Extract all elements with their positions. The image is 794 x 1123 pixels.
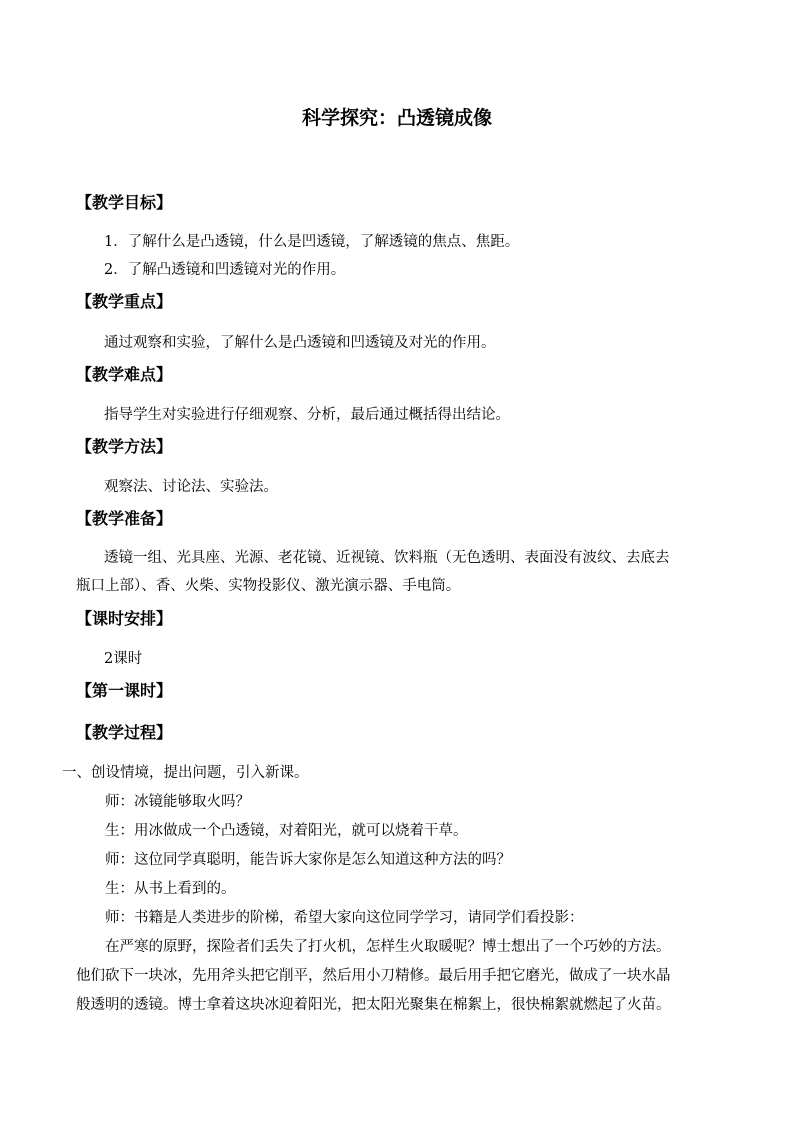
process-step-1: 一、创设情境，提出问题，引入新课。 (62, 765, 309, 781)
dialogue-line: 生：用冰做成一个凸透镜，对着阳光，就可以烧着干草。 (105, 823, 468, 839)
heading-teaching-focus: 【教学重点】 (76, 292, 173, 311)
story-line-3: 般透明的透镜。博士拿着这块冰迎着阳光，把太阳光聚集在棉絮上，很快棉絮就燃起了火苗。 (76, 997, 671, 1013)
goal-item-2: 2．了解凸透镜和凹透镜对光的作用。 (104, 262, 346, 278)
heading-lesson-1: 【第一课时】 (76, 681, 173, 700)
method-text: 观察法、讨论法、实验法。 (104, 479, 278, 495)
heading-teaching-difficulty: 【教学难点】 (76, 365, 173, 384)
story-line-2: 他们砍下一块冰，先用斧头把它削平，然后用小刀精修。最后用手把它磨光，做成了一块水晶 (76, 968, 671, 984)
dialogue-line: 生：从书上看到的。 (105, 881, 236, 897)
focus-text: 通过观察和实验，了解什么是凸透镜和凹透镜及对光的作用。 (104, 335, 496, 351)
goal-item-1: 1．了解什么是凸透镜，什么是凹透镜，了解透镜的焦点、焦距。 (104, 234, 520, 250)
heading-teaching-method: 【教学方法】 (76, 437, 173, 456)
dialogue-line: 师：冰镜能够取火吗？ (105, 794, 250, 810)
difficulty-text: 指导学生对实验进行仔细观察、分析，最后通过概括得出结论。 (104, 407, 510, 423)
prep-text-line1: 透镜一组、光具座、光源、老花镜、近视镜、饮料瓶（无色透明、表面没有波纹、去底去 (104, 550, 670, 566)
page-title: 科学探究：凸透镜成像 (301, 107, 492, 129)
schedule-text: 2课时 (104, 651, 143, 667)
heading-teaching-process: 【教学过程】 (76, 723, 173, 742)
heading-schedule: 【课时安排】 (76, 609, 173, 628)
dialogue-line: 师：这位同学真聪明，能告诉大家你是怎么知道这种方法的吗？ (105, 852, 511, 868)
dialogue-line: 师：书籍是人类进步的阶梯，希望大家向这位同学学习，请同学们看投影： (105, 910, 584, 926)
heading-teaching-prep: 【教学准备】 (76, 509, 173, 528)
prep-text-line2: 瓶口上部）、香、火柴、实物投影仪、激光演示器、手电筒。 (76, 578, 461, 594)
heading-teaching-goal: 【教学目标】 (76, 193, 173, 212)
story-line-1: 在严寒的原野，探险者们丢失了打火机，怎样生火取暖呢？博士想出了一个巧妙的方法。 (105, 939, 671, 955)
